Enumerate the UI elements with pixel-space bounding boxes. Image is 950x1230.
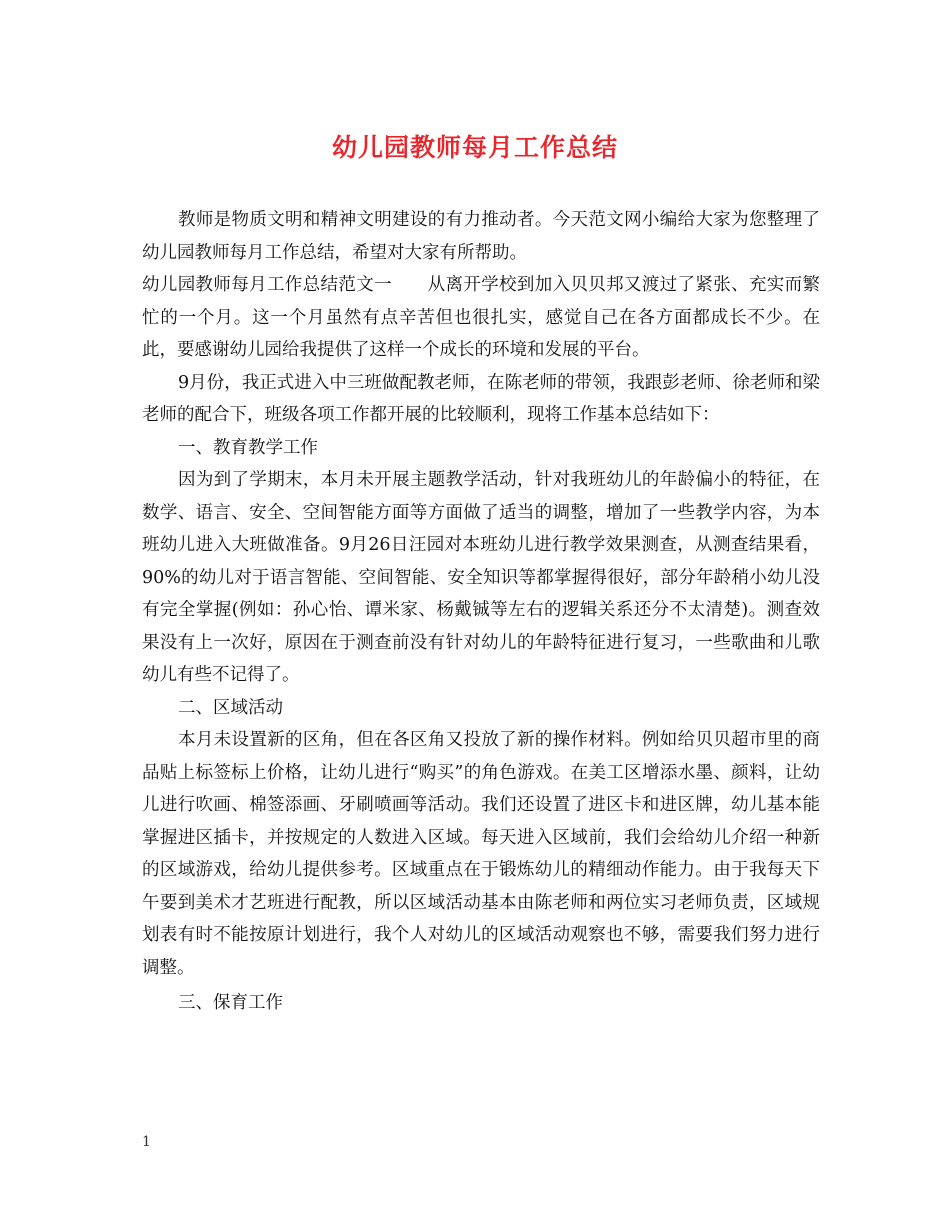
section-heading-area-activities: 二、区域活动: [178, 697, 283, 718]
page-number: 1: [142, 1134, 151, 1150]
sample-one-paragraph: 幼儿园教师每月工作总结范文一 从离开学校到加入贝贝邦又渡过了紧张、充实而繁忙的一个月。这一个月虽然有点辛苦但也很扎实，感觉自己在各方面都成长不少。在此，要感谢幼儿园给我提供了这样一个成长的环境和发展的平台。: [142, 275, 820, 360]
teaching-paragraph: 因为到了学期末，本月未开展主题教学活动，针对我班幼儿的年龄偏小的特征，在数学、语言、安全、空间智能方面等方面做了适当的调整，增加了一些教学内容，为本班幼儿进入大班做准备。9月26日汪园对本班幼儿进行教学效果测查，从测查结果看，90%的幼儿对于语言智能、空间智能、安全知识等都掌握得很好，部分年龄稍小幼儿没有完全掌握(例如：孙心怡、谭米家、杨戴铖等左右的逻辑关系还分不太清楚)。测查效果没有上一次好，原因在于测查前没有针对幼儿的年龄特征进行复习，一些歌曲和儿歌幼儿有些不记得了。: [142, 470, 820, 685]
area-activities-paragraph: 本月未设置新的区角，但在各区角又投放了新的操作材料。例如给贝贝超市里的商品贴上标签标上价格，让幼儿进行“购买”的角色游戏。在美工区增添水墨、颜料，让幼儿进行吹画、棉签添画、牙刷喷画等活动。我们还设置了进区卡和进区牌，幼儿基本能掌握进区插卡，并按规定的人数进入区域。每天进入区域前，我们会给幼儿介绍一种新的区域游戏，给幼儿提供参考。区域重点在于锻炼幼儿的精细动作能力。由于我每天下午要到美术才艺班进行配教，所以区域活动基本由陈老师和两位实习老师负责，区域规划表有时不能按原计划进行，我个人对幼儿的区域活动观察也不够，需要我们努力进行调整。: [142, 730, 820, 978]
september-paragraph: 9月份，我正式进入中三班做配教老师，在陈老师的带领，我跟彭老师、徐老师和梁老师的配合下，班级各项工作都开展的比较顺利，现将工作基本总结如下：: [142, 372, 820, 425]
section-heading-care-work: 三、保育工作: [178, 993, 283, 1013]
document-title: 幼儿园教师每月工作总结: [331, 133, 618, 162]
document-body: [142, 204, 820, 1020]
intro-paragraph: 教师是物质文明和精神文明建设的有力推动者。今天范文网小编给大家为您整理了幼儿园教师每月工作总结，希望对大家有所帮助。: [142, 210, 820, 263]
section-heading-teaching: 一、教育教学工作: [178, 437, 318, 458]
